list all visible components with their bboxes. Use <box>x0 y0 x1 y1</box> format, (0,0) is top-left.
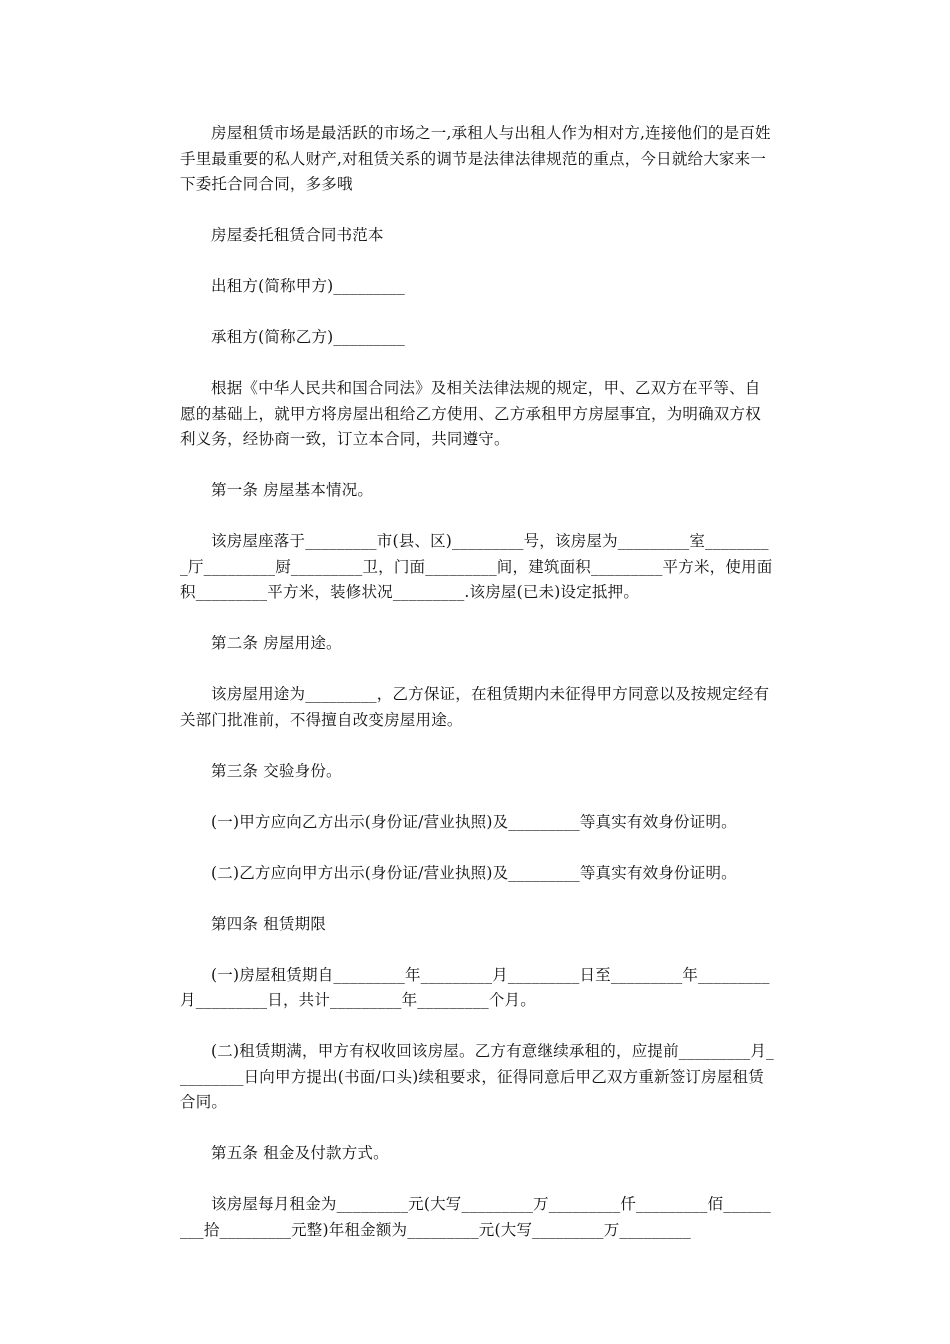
preamble-paragraph: 根据《中华人民共和国合同法》及相关法律法规的规定，甲、乙双方在平等、自愿的基础上，就甲方将房屋出租给乙方使用、乙方承租甲方房屋事宜，为明确双方权利义务，经协商一致，订立本合同，共同遵守。 <box>180 379 761 448</box>
intro-paragraph: 房屋租赁市场是最活跃的市场之一,承租人与出租人作为相对方,连接他们的是百姓手里最重要的私人财产,对租赁关系的调节是法律法律规范的重点，今日就给大家来一下委托合同合同，多多哦 <box>180 124 771 193</box>
article-2-body: 该房屋用途为_________，乙方保证，在租赁期内未征得甲方同意以及按规定经有关部门批准前，不得擅自改变房屋用途。 <box>180 685 770 729</box>
lessor-line: 出租方(简称甲方)_________ <box>211 277 405 295</box>
article-4-item-2: (二)租赁期满，甲方有权收回该房屋。乙方有意继续承租的，应提前_________月_________日向甲方提出(书面/口头)续租要求，征得同意后甲乙双方重新签订房屋租赁合同。 <box>180 1042 774 1111</box>
document-body <box>180 121 776 1269</box>
article-5-body: 该房屋每月租金为_________元(大写_________万_________仟_________佰_________拾_________元整)年租金额为_________元(大写_________万_________ <box>180 1195 771 1239</box>
article-2-heading: 第二条 房屋用途。 <box>211 634 342 652</box>
article-4-item-1: (一)房屋租赁期自_________年_________月_________日至_________年_________月_________日，共计_________年_________个月。 <box>180 965 770 1009</box>
article-3-item-2: (二)乙方应向甲方出示(身份证/营业执照)及_________等真实有效身份证明。 <box>211 863 737 882</box>
article-5-heading: 第五条 租金及付款方式。 <box>211 1144 389 1162</box>
article-1-heading: 第一条 房屋基本情况。 <box>211 481 374 499</box>
lessee-line: 承租方(简称乙方)_________ <box>211 328 405 346</box>
article-1-body: 该房屋座落于_________市(县、区)_________号，该房屋为_________室_________厅_________厨_________卫，门面_________间，建筑面积_________平方米，使用面积_________平方米，装修状况_________.该房屋(已未)设定抵押。 <box>180 532 773 601</box>
article-3-item-1: (一)甲方应向乙方出示(身份证/营业执照)及_________等真实有效身份证明。 <box>211 812 737 831</box>
document-title: 房屋委托租赁合同书范本 <box>211 226 384 244</box>
article-3-heading: 第三条 交验身份。 <box>211 761 342 780</box>
article-4-heading: 第四条 租赁期限 <box>211 914 327 933</box>
